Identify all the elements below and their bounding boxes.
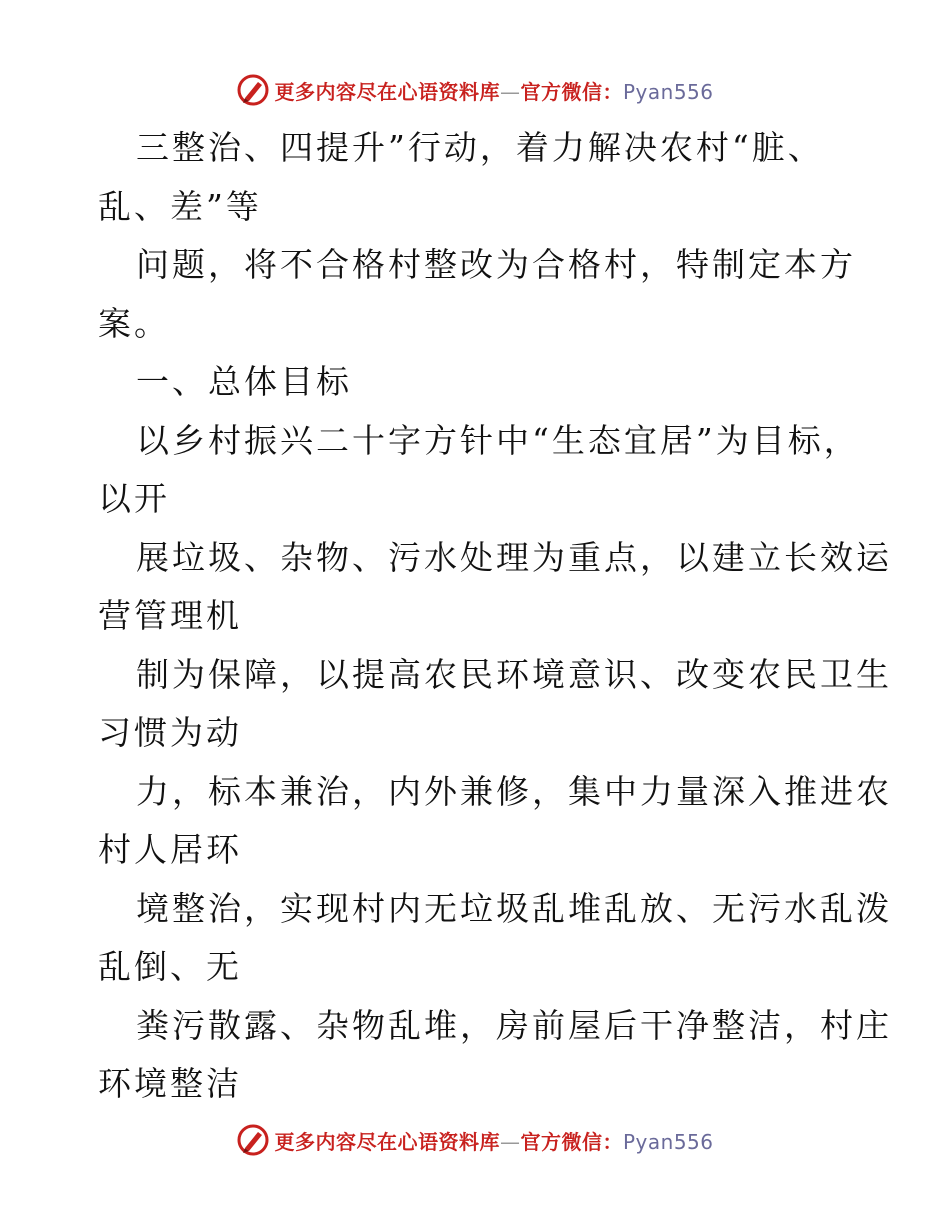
watermark-site: 更多内容尽在心语资料库: [274, 1129, 500, 1154]
text-line: 乱、差”等: [98, 186, 262, 226]
text-line: 以开: [98, 479, 170, 518]
watermark-dash: —: [499, 79, 521, 104]
text-line: 村人居环: [98, 830, 242, 869]
watermark-label: 官方微信：: [520, 1129, 623, 1154]
text-line: 力，标本兼治，内外兼修，集中力量深入推进农: [136, 771, 892, 811]
text-line: 习惯为动: [98, 713, 242, 752]
watermark-label: 官方微信：: [520, 79, 623, 104]
text-line: 粪污散露、杂物乱堆，房前屋后干净整洁，村庄: [136, 1005, 892, 1045]
text-line: 环境整洁: [98, 1064, 242, 1103]
watermark-account: Pyan556: [622, 1129, 714, 1154]
text-line: 问题，将不合格村整改为合格村，特制定本方: [136, 245, 856, 284]
header-watermark-text: [274, 76, 713, 105]
text-line: 三整治、四提升”行动，着力解决农村“脏、: [136, 128, 824, 167]
text-line: 一、总体目标: [136, 362, 352, 401]
text-line: 乱倒、无: [98, 947, 242, 986]
header-watermark-banner: [0, 70, 950, 110]
text-line: 制为保障，以提高农民环境意识、改变农民卫生: [136, 654, 892, 694]
footer-watermark-banner: [0, 1120, 950, 1160]
document-body: [98, 119, 892, 1114]
text-line: 以乡村振兴二十字方针中“生态宜居”为目标，: [136, 420, 860, 460]
watermark-dash: —: [499, 1129, 521, 1154]
footer-watermark-text: [274, 1126, 713, 1155]
text-line: 展垃圾、杂物、污水处理为重点，以建立长效运: [136, 537, 892, 577]
pen-logo-icon: [236, 1123, 270, 1157]
text-line: 案。: [98, 303, 170, 343]
text-line: 营管理机: [98, 596, 242, 635]
text-line: 境整治，实现村内无垃圾乱堆乱放、无污水乱泼: [136, 888, 892, 928]
watermark-site: 更多内容尽在心语资料库: [274, 79, 500, 104]
watermark-account: Pyan556: [622, 79, 714, 104]
pen-logo-icon: [236, 73, 270, 107]
